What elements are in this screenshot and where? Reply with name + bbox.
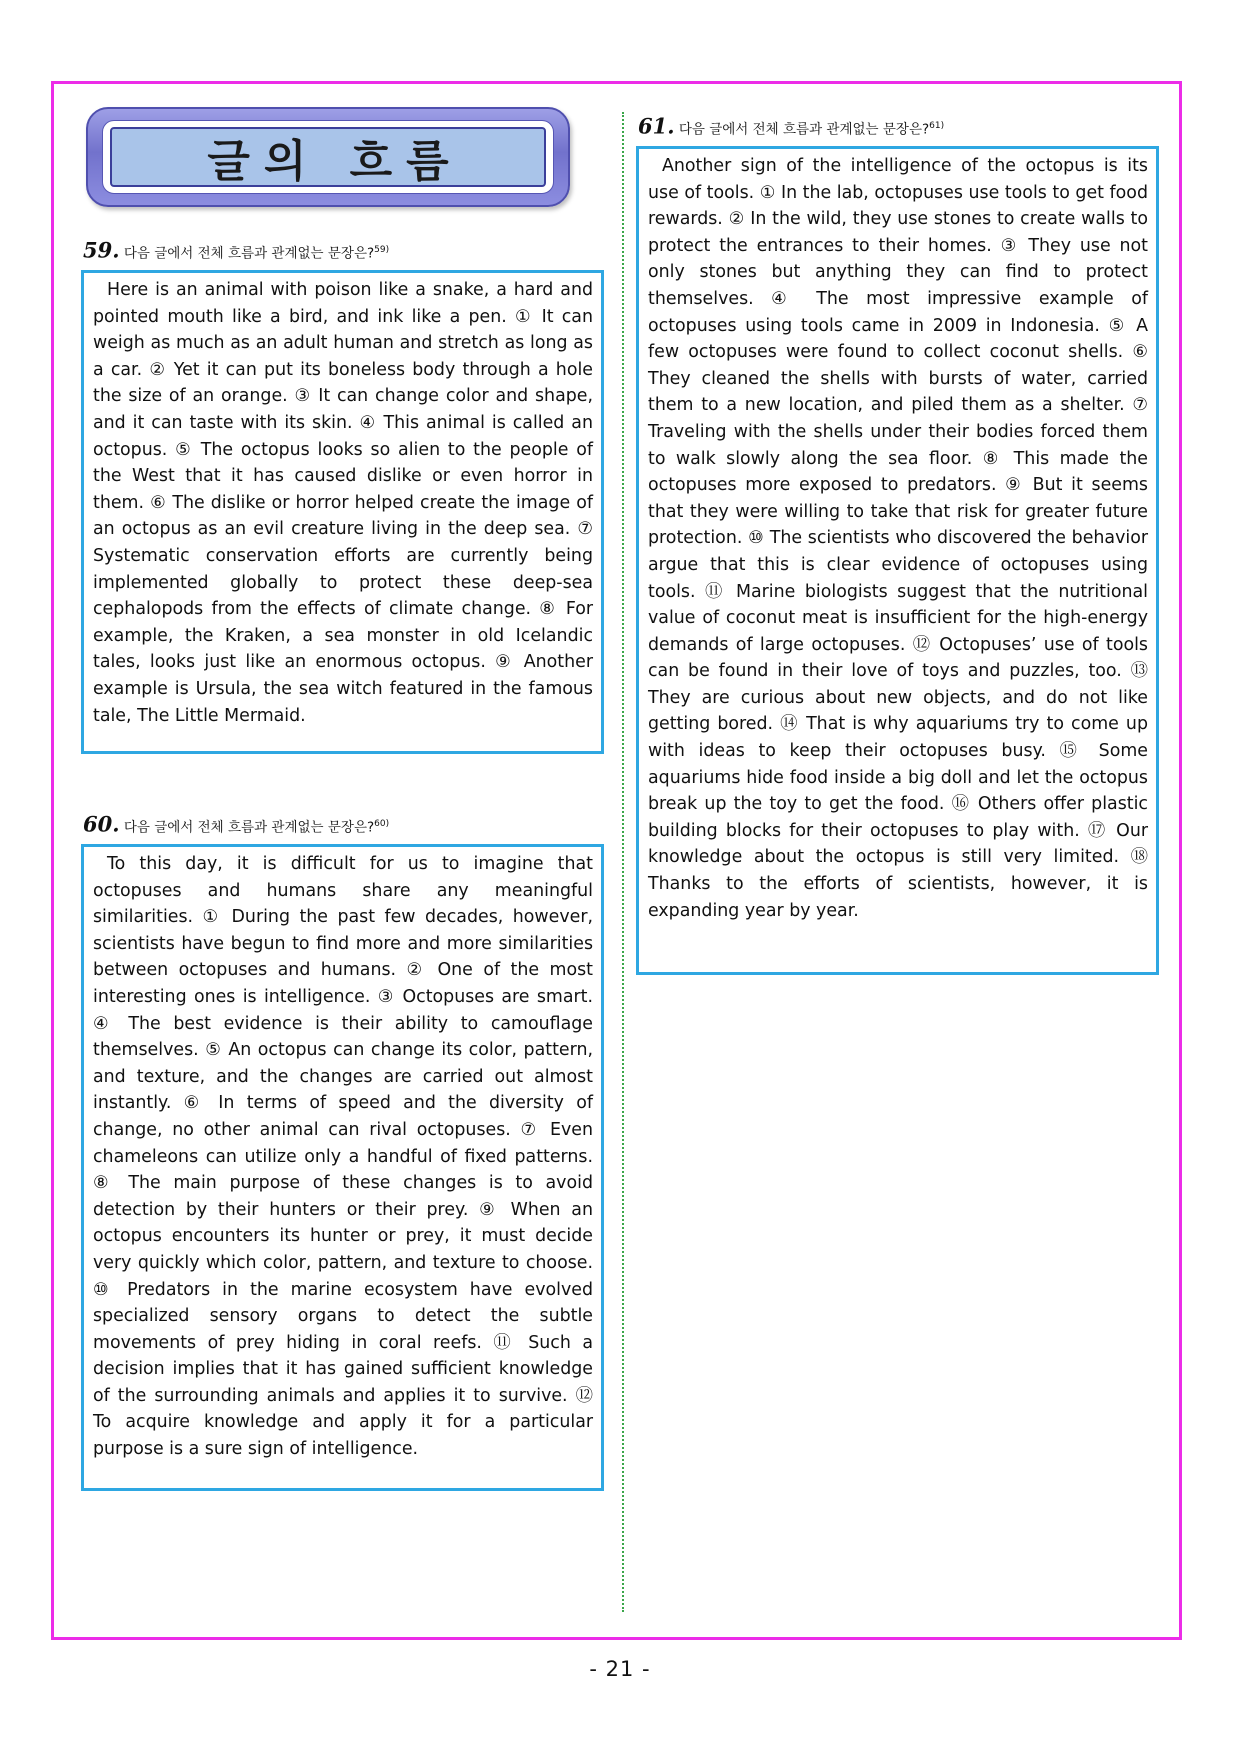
section-banner-plate [110, 127, 546, 187]
passage-text: To this day, it is difficult for us to imagine that octopuses and humans share any meaningful similarities. ① During the past few decades, however, scientists have begun to find more and more similarities between octopuses and humans. ② One of the most interesting ones is intelligence. ③ Octopuses are smart. ④ The best evidence is their ability to camouflage themselves. ⑤ An octopus can change its color, pattern, and texture, and the changes are carried out almost instantly. ⑥ In terms of speed and the diversity of change, no other animal can rival octopuses. ⑦ Even chameleons can utilize only a handful of fixed patterns. ⑧ The main purpose of these changes is to avoid detection by their hunters or their prey. ⑨ When an octopus encounters its hunter or prey, it must decide very quickly which color, pattern, and texture to choose. ⑩ Predators in the marine ecosystem have evolved specialized sensory organs to detect the subtle movements of prey hiding in coral reefs. ⑪ Such a decision implies that it has gained sufficient knowledge of the surrounding animals and applies it to survive. ⑫ To acquire knowledge and apply it for a particular purpose is a sure sign of intelligence. [93, 854, 593, 1460]
section-title: 글의 흐름 [207, 136, 463, 187]
question-ref: 59) [374, 245, 390, 255]
question-number: 61. [638, 113, 675, 139]
column-divider [622, 112, 624, 1612]
section-banner [86, 107, 570, 207]
question-heading [638, 113, 945, 139]
question-heading [83, 237, 390, 263]
question-prompt: 다음 글에서 전체 흐름과 관계없는 문장은? [123, 245, 375, 262]
passage-text: Another sign of the intelligence of the octopus is its use of tools. ① In the lab, octopuses use tools to get food rewards. ② In the wild, they use stones to create walls to protect the entrances to their homes. ③ They use not only stones but anything they can find to protect themselves. ④ The most impressive example of octopuses using tools came in 2009 in Indonesia. ⑤ A few octopuses were found to collect coconut shells. ⑥ They cleaned the shells with bursts of water, carried them to a new location, and piled them as a shelter. ⑦ Traveling with the shells under their bodies forced them to walk slowly along the sea floor. ⑧ This made the octopuses more exposed to predators. ⑨ But it seems that they were willing to take that risk for greater future protection. ⑩ The scientists who discovered the behavior argue that this is clear evidence of octopuses using tools. ⑪ Marine biologists suggest that the nutritional value of coconut meat is insufficient for the high-energy demands of large octopuses. ⑫ Octopuses’ use of tools can be found in their love of toys and puzzles, too. ⑬ They are curious about new objects, and do not like getting bored. ⑭ That is why aquariums try to come up with ideas to keep their octopuses busy. ⑮ Some aquariums hide food inside a big doll and let the octopus break up the toy to get the food. ⑯ Others offer plastic building blocks for their octopuses to play with. ⑰ Our knowledge about the octopus is still very limited. ⑱ Thanks to the efforts of scientists, however, it is expanding year by year. [648, 156, 1148, 921]
section-banner-inner [102, 120, 554, 194]
page-number: - 21 - [589, 1657, 651, 1681]
passage-box [636, 146, 1159, 975]
question-number: 60. [83, 811, 120, 837]
question-prompt: 다음 글에서 전체 흐름과 관계없는 문장은? [678, 121, 930, 138]
passage-box [81, 270, 604, 754]
passage-text: Here is an animal with poison like a snake, a hard and pointed mouth like a bird, and ink like a pen. ① It can weigh as much as an adult human and stretch as long as a car. ② Yet it can put its boneless body through a hole the size of an orange. ③ It can change color and shape, and it can taste with its skin. ④ This animal is called an octopus. ⑤ The octopus looks so alien to the people of the West that it has caused dislike or even horror in them. ⑥ The dislike or horror helped create the image of an octopus as an evil creature living in the deep sea. ⑦ Systematic conservation efforts are currently being implemented globally to protect these deep-sea cephalopods from the effects of climate change. ⑧ For example, the Kraken, a sea monster in old Icelandic tales, looks just like an enormous octopus. ⑨ Another example is Ursula, the sea witch featured in the famous tale, The Little Mermaid. [93, 280, 593, 726]
question-heading [83, 811, 390, 837]
passage-box [81, 844, 604, 1491]
question-ref: 60) [374, 819, 390, 829]
question-prompt: 다음 글에서 전체 흐름과 관계없는 문장은? [123, 819, 375, 836]
question-ref: 61) [929, 121, 945, 131]
question-number: 59. [83, 237, 120, 263]
